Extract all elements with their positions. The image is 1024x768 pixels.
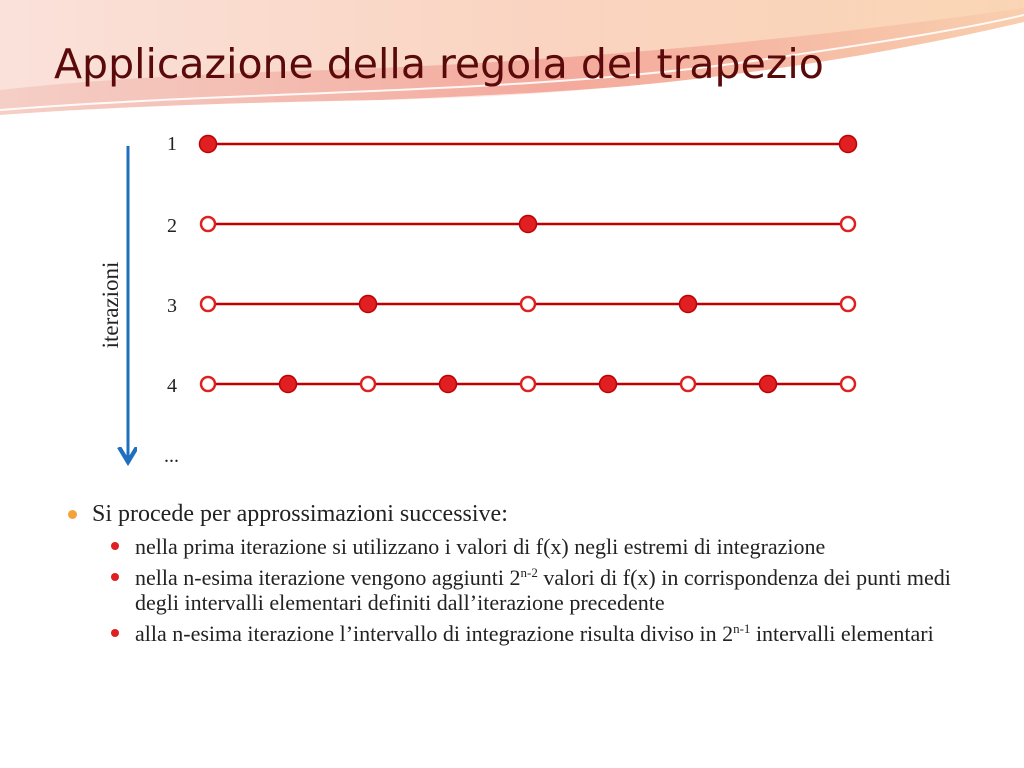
bullet-list xyxy=(66,500,966,646)
iteration-3-point-1-open xyxy=(201,297,215,311)
iteration-3-point-5-open xyxy=(841,297,855,311)
iteration-2-point-3-open xyxy=(841,217,855,231)
bullet-sub-3-exponent: n-1 xyxy=(733,621,751,636)
bullet-sub-2 xyxy=(133,565,965,615)
bullet-sub-3-text-pre: alla n-esima iterazione l’intervallo di integrazione risulta diviso in 2 xyxy=(135,621,734,646)
bullet-main-text: Si procede per approssimazioni successive: xyxy=(92,501,508,527)
bullet-sub-2-exponent: n-2 xyxy=(520,565,538,580)
iteration-4-point-8-filled xyxy=(760,376,777,393)
iteration-1-point-2-filled xyxy=(840,136,857,153)
bullet-sub-3-text-post: intervalli elementari xyxy=(750,621,934,646)
iteration-4-point-6-filled xyxy=(600,376,617,393)
iteration-4-point-1-open xyxy=(201,377,215,391)
iteration-label-3: 3 xyxy=(167,295,177,317)
bullet-dot-icon xyxy=(68,510,77,519)
bullet-sub-2-text-pre: nella n-esima iterazione vengono aggiunti 2 xyxy=(135,565,521,590)
bullet-dot-icon xyxy=(111,573,119,581)
bullet-dot-icon xyxy=(111,542,119,550)
iteration-3-point-3-open xyxy=(521,297,535,311)
iterations-axis-label: iterazioni xyxy=(98,261,123,349)
iteration-label-4: 4 xyxy=(167,375,177,397)
iteration-4-point-7-open xyxy=(681,377,695,391)
ellipsis-label: ... xyxy=(164,445,179,467)
iteration-1-point-1-filled xyxy=(200,136,217,153)
iteration-label-1: 1 xyxy=(167,133,177,155)
iteration-2-point-1-open xyxy=(201,217,215,231)
iteration-4-point-5-open xyxy=(521,377,535,391)
iteration-3-point-4-filled xyxy=(680,296,697,313)
iteration-4-point-2-filled xyxy=(280,376,297,393)
bullet-sub-1-text: nella prima iterazione si utilizzano i valori di f(x) negli estremi di integrazione xyxy=(135,534,826,559)
iteration-4-point-3-open xyxy=(361,377,375,391)
iteration-rows xyxy=(167,133,857,397)
iteration-2-point-2-filled xyxy=(520,216,537,233)
bullet-main xyxy=(66,500,966,528)
bullet-sub-3 xyxy=(133,621,965,646)
bullet-dot-icon xyxy=(111,629,119,637)
bullet-sub-2-text-post: valori di f(x) in corrispondenza dei punti medi degli intervalli elementari definiti dall’iterazione precedente xyxy=(135,565,951,615)
page-title: Applicazione della regola del trapezio xyxy=(54,40,824,88)
iteration-3-point-2-filled xyxy=(360,296,377,313)
iteration-label-2: 2 xyxy=(167,215,177,237)
bullet-sub-1 xyxy=(133,534,965,559)
iteration-4-point-4-filled xyxy=(440,376,457,393)
iteration-4-point-9-open xyxy=(841,377,855,391)
